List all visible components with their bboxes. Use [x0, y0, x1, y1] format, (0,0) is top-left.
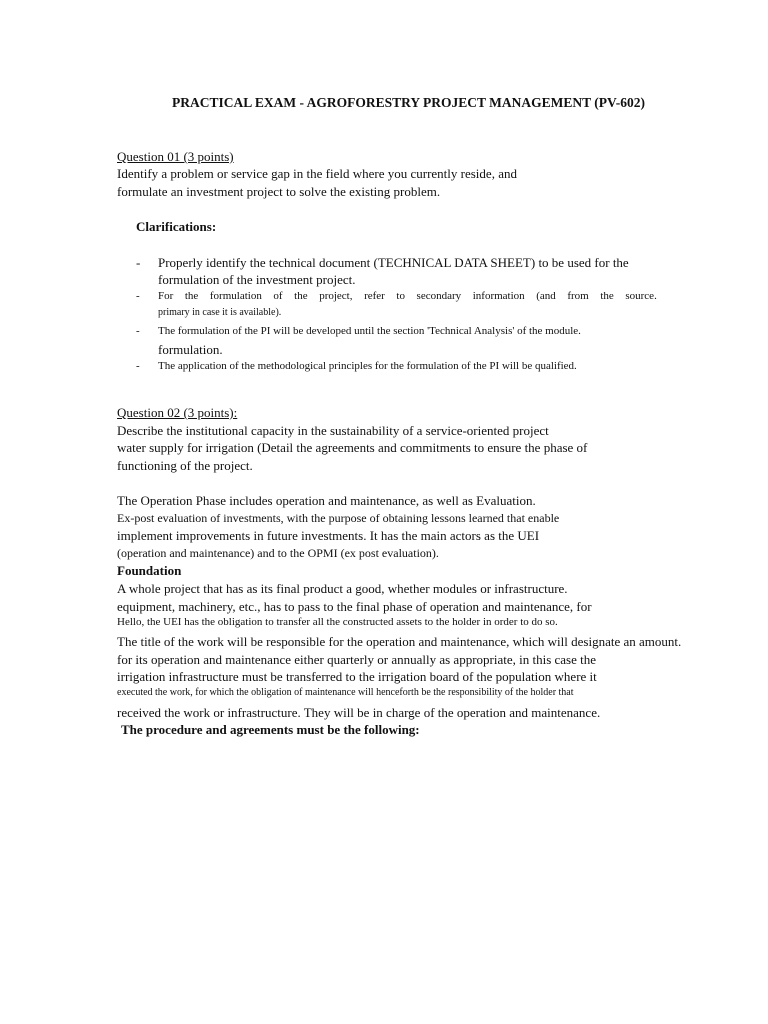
foundation-line-3: Hello, the UEI has the obligation to transfer all the constructed assets to the holder in order to do so. — [117, 616, 558, 628]
clarification-item-3-line-2: formulation. — [158, 342, 223, 357]
word: refer — [364, 290, 385, 302]
foundation-line-5: for its operation and maintenance either quarterly or annually as appropriate, in this case the — [117, 652, 597, 667]
clarification-item-1-line-2: formulation of the investment project. — [158, 272, 356, 287]
foundation-line-8: received the work or infrastructure. They will be in charge of the operation and maintenance. — [117, 705, 601, 720]
clarification-item-4-line-1: The application of the methodological principles for the formulation of the PI will be qualified. — [158, 360, 577, 372]
foundation-line-2: equipment, machinery, etc., has to pass to the final phase of operation and maintenance, for — [117, 599, 592, 614]
word: (and — [536, 290, 556, 302]
question-01-heading: Question 01 (3 points) — [117, 149, 234, 164]
operation-line-2: Ex-post evaluation of investments, with the purpose of obtaining lessons learned that enable — [117, 511, 560, 525]
word: the — [294, 290, 308, 302]
word: from — [567, 290, 589, 302]
word: For — [158, 290, 174, 302]
question-02-line-2: water supply for irrigation (Detail the agreements and commitments to ensure the phase of — [117, 440, 588, 455]
question-01-line-2: formulate an investment project to solve the existing problem. — [117, 184, 441, 199]
operation-line-3: implement improvements in future investments. It has the main actors as the UEI — [117, 528, 540, 543]
question-02-line-3: functioning of the project. — [117, 458, 253, 473]
word: formulation — [209, 290, 262, 302]
procedure-heading: The procedure and agreements must be the following: — [121, 722, 420, 737]
word: the — [184, 290, 199, 302]
clarification-item-2-line-2: primary in case it is available). — [158, 307, 282, 318]
foundation-line-4: The title of the work will be responsible for the operation and maintenance, which will designate an amount. — [117, 634, 682, 649]
foundation-line-7: executed the work, for which the obligation of maintenance will henceforth be the responsibility of the holder that — [117, 687, 574, 698]
foundation-heading: Foundation — [117, 563, 182, 578]
word: information — [472, 290, 525, 302]
question-01-line-1: Identify a problem or service gap in the field where you currently reside, and — [117, 166, 517, 181]
bullet-dash: - — [136, 360, 140, 372]
bullet-dash: - — [136, 290, 140, 302]
foundation-line-1: A whole project that has as its final product a good, whether modules or infrastructure. — [117, 581, 568, 596]
question-02-heading: Question 02 (3 points): — [117, 405, 238, 420]
clarification-item-2-line-1 — [158, 291, 657, 302]
bullet-dash: - — [136, 325, 140, 337]
word: to — [396, 290, 405, 302]
clarifications-heading: Clarifications: — [136, 219, 217, 234]
question-02-line-1: Describe the institutional capacity in the sustainability of a service-oriented project — [117, 423, 549, 438]
word: project, — [319, 290, 353, 302]
word: the — [600, 290, 614, 302]
bullet-dash: - — [136, 255, 141, 270]
operation-line-1: The Operation Phase includes operation and maintenance, as well as Evaluation. — [117, 493, 536, 508]
word: secondary — [416, 290, 462, 302]
clarification-item-3-line-1: The formulation of the PI will be developed until the section 'Technical Analysis' of the module. — [158, 325, 581, 337]
word: source. — [625, 290, 657, 302]
foundation-line-6: irrigation infrastructure must be transferred to the irrigation board of the population where it — [117, 669, 597, 684]
operation-line-4: (operation and maintenance) and to the OPMI (ex post evaluation). — [117, 546, 439, 560]
page-title: PRACTICAL EXAM - AGROFORESTRY PROJECT MANAGEMENT (PV-602) — [172, 95, 646, 110]
clarification-item-1-line-1: Properly identify the technical document (TECHNICAL DATA SHEET) to be used for the — [158, 255, 629, 270]
word: of — [273, 290, 283, 302]
